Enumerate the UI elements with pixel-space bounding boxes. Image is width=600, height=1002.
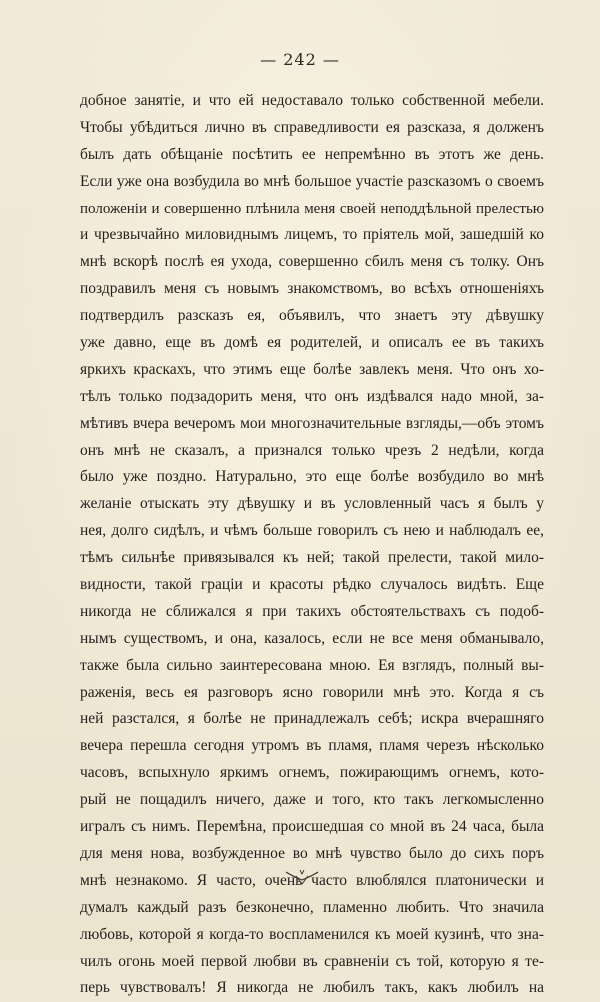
text-line: нымъ существомъ, и она, казалось, если не все меня обманывало, <box>80 629 544 647</box>
text-line: думалъ каждый разъ безконечно, пламенно любить. Что значила <box>80 898 544 916</box>
page-number: — 242 — <box>260 50 340 69</box>
text-line: видности, такой граціи и красоты рѣдко случалось видѣть. Еще <box>80 576 544 594</box>
text-line: онъ мнѣ не сказалъ, а признался только чрезъ 2 недѣли, когда <box>80 441 544 459</box>
text-line: нея, долго сидѣлъ, и чѣмъ больше говорилъ съ нею и наблюдалъ ее, <box>80 522 544 540</box>
body-text <box>80 88 544 1002</box>
text-line: уже давно, еще въ домѣ ея родителей, и описалъ ее въ такихъ <box>80 334 544 352</box>
text-line: ней разстался, я болѣе не принадлежалъ себѣ; искра вчерашняго <box>80 710 544 728</box>
text-line: Если уже она возбудила во мнѣ большое участіе разсказомъ о своемъ <box>80 172 544 190</box>
text-line: и чрезвычайно миловиднымъ лицемъ, то пріятель мой, зашедшій ко <box>80 226 544 244</box>
text-line: положеніи и совершенно плѣнила меня своей неподдѣльной прелестью <box>80 200 544 217</box>
text-line: перь чувствовалъ! Я никогда не любилъ такъ, какъ любилъ на <box>80 979 544 997</box>
text-line: мнѣ вскорѣ послѣ ея ухода, совершенно сбилъ меня съ толку. Онъ <box>80 253 544 271</box>
text-line: желаніе отыскать эту дѣвушку и въ условленный часъ я былъ у <box>80 495 544 513</box>
text-line: тѣмъ сильнѣе привязывался къ ней; такой прелести, такой мило- <box>80 549 544 567</box>
text-line: рый не пощадилъ ничего, даже и того, кто такъ легкомысленно <box>80 791 544 809</box>
ornament-mark-icon <box>282 866 322 886</box>
text-line: мнѣ незнакомо. Я часто, очень часто влюблялся платонически и <box>80 871 544 889</box>
text-line: былъ дать обѣщаніе посѣтить ее непремѣнно въ этотъ же день. <box>80 145 544 163</box>
text-line: раженія, весь ея разговоръ ясно говорили мнѣ это. Когда я съ <box>80 683 544 701</box>
text-line: чилъ огонь моей первой любви въ сравненіи съ той, которую я те- <box>80 952 544 970</box>
text-line: для меня нова, возбужденное во мнѣ чувство было до сихъ поръ <box>80 844 544 862</box>
text-line: Чтобы убѣдиться лично въ справедливости ея разсказа, я долженъ <box>80 118 544 136</box>
text-line: поздравилъ меня съ новымъ знакомствомъ, во всѣхъ отношеніяхъ <box>80 280 544 298</box>
text-line: также была сильно заинтересована мною. Ея взглядъ, полный вы- <box>80 656 544 674</box>
text-line: добное занятіе, и что ей недоставало только собственной мебели. <box>80 92 544 109</box>
text-line: любовь, которой я когда-то воспламенился къ моей кузинѣ, что зна- <box>80 925 544 943</box>
text-line: яркихъ краскахъ, что этимъ еще болѣе завлекъ меня. Что онъ хо- <box>80 360 544 378</box>
text-line: тѣлъ только подзадорить меня, что онъ издѣвался надо мной, за- <box>80 387 544 405</box>
text-line: никогда не сближался я при такихъ обстоятельствахъ съ подоб- <box>80 602 544 620</box>
text-line: вечера перешла сегодня утромъ въ пламя, пламя черезъ нѣсколько <box>80 737 544 755</box>
text-line: мѣтивъ вчера вечеромъ мои многозначительные взгляды,—объ этомъ <box>80 414 544 432</box>
text-line: игралъ съ нимъ. Перемѣна, происшедшая со мной въ 24 часа, была <box>80 818 544 836</box>
text-line: подтвердилъ разсказъ ея, объявилъ, что знаетъ эту дѣвушку <box>80 307 544 325</box>
text-line: часовъ, вспыхнуло яркимъ огнемъ, пожирающимъ огнемъ, кото- <box>80 764 544 782</box>
text-line: было уже поздно. Натурально, это еще болѣе возбудило во мнѣ <box>80 468 544 486</box>
